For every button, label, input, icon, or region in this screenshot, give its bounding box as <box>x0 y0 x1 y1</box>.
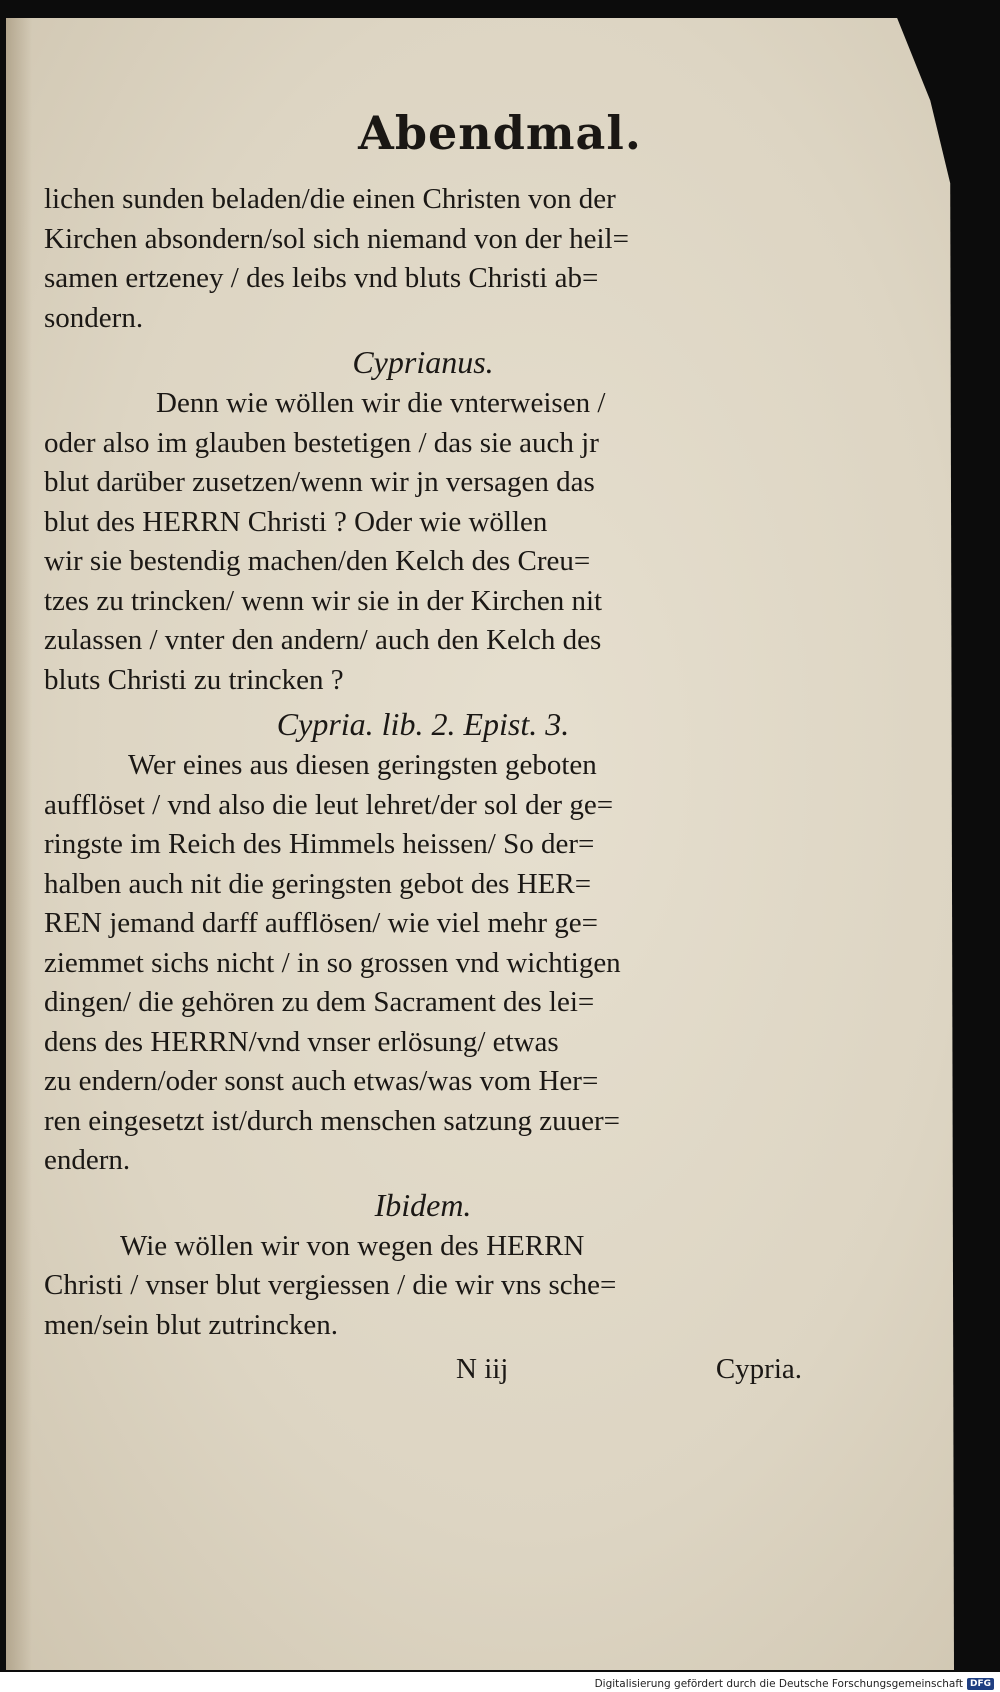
text-line: zu endern/oder sonst auch etwas/was vom Her= <box>44 1065 599 1097</box>
text-line: tzes zu trincken/ wenn wir sie in der Kirchen nit <box>44 584 603 617</box>
text-line: sondern. <box>44 301 144 334</box>
text-line: lichen sunden beladen/die einen Christen von der <box>44 183 616 215</box>
page-footer <box>44 1345 802 1393</box>
text-line: men/sein blut zutrincken. <box>44 1308 338 1341</box>
section-heading-ibidem: Ibidem. <box>374 1186 472 1223</box>
section-heading-cyprianus: Cyprianus. <box>352 344 494 380</box>
text-line: blut des HERRN Christi ? Oder wie wöllen <box>44 505 548 538</box>
text-line: Christi / vnser blut vergiessen / die wir vns sche= <box>44 1269 617 1301</box>
text-line: samen ertzeney / des leibs vnd bluts Christi ab= <box>44 262 599 294</box>
digitization-credit <box>595 1676 994 1692</box>
text-line: aufflöset / vnd also die leut lehret/der sol der ge= <box>44 788 614 821</box>
text-line: Denn wie wöllen wir die vnterweisen / <box>156 387 606 419</box>
text-line: oder also im glauben bestetigen / das sie auch jr <box>44 426 599 459</box>
section-heading-cypria-lib2: Cypria. lib. 2. Epist. 3. <box>276 706 570 742</box>
text-line: wir sie bestendig machen/den Kelch des Creu= <box>44 545 591 577</box>
text-line: bluts Christi zu trincken ? <box>44 663 344 696</box>
text-line: dingen/ die gehören zu dem Sacrament des lei= <box>44 986 595 1018</box>
dfg-logo: DFG <box>967 1678 994 1690</box>
text-line: blut darüber zusetzen/wenn wir jn versagen das <box>44 466 595 498</box>
text-line: halben auch nit die geringsten gebot des HER= <box>44 867 592 900</box>
text-line: REN jemand darff aufflösen/ wie viel mehr ge= <box>44 907 599 939</box>
text-line: endern. <box>44 1144 131 1176</box>
text-line: zulassen / vnter den andern/ auch den Kelch des <box>44 624 602 656</box>
page-body <box>44 180 802 1393</box>
catchword: Cypria. <box>715 1353 802 1385</box>
text-line: Kirchen absondern/sol sich niemand von der heil= <box>44 222 629 255</box>
text-line: dens des HERRN/vnd vnser erlösung/ etwas <box>44 1025 559 1058</box>
running-head: Abendmal. <box>358 106 642 160</box>
credit-text: Digitalisierung gefördert durch die Deutsche Forschungsgemeinschaft <box>594 1678 963 1690</box>
text-line: ringste im Reich des Himmels heissen/ So der= <box>44 828 595 860</box>
text-line: ren eingesetzt ist/durch menschen satzung zuuer= <box>44 1104 621 1137</box>
text-line: Wie wöllen wir von wegen des HERRN <box>120 1229 585 1262</box>
text-line: ziemmet sichs nicht / in so grossen vnd wichtigen <box>44 946 621 979</box>
text-line: Wer eines aus diesen geringsten geboten <box>128 749 597 781</box>
signature-mark: N iij <box>456 1353 509 1385</box>
